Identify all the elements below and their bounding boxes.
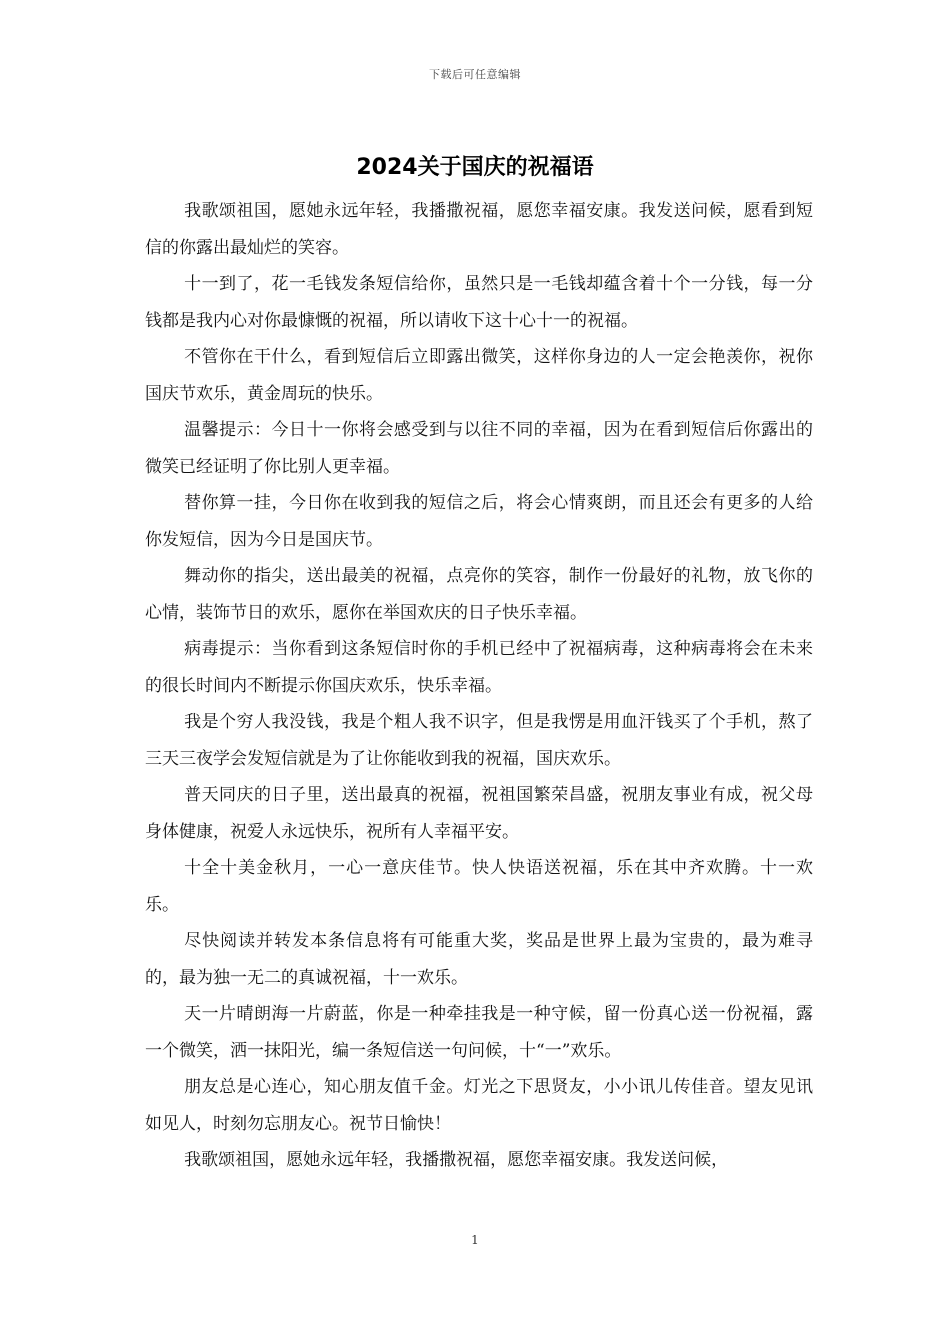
paragraph: 病毒提示：当你看到这条短信时你的手机已经中了祝福病毒，这种病毒将会在未来的很长时间内不断提示你国庆欢乐，快乐幸福。 (145, 639, 813, 696)
page-header-note: 下载后可任意编辑 (429, 68, 521, 81)
paragraph: 温馨提示：今日十一你将会感受到与以往不同的幸福，因为在看到短信后你露出的微笑已经证明了你比别人更幸福。 (145, 420, 813, 477)
paragraph: 替你算一挂，今日你在收到我的短信之后，将会心情爽朗，而且还会有更多的人给你发短信，因为今日是国庆节。 (145, 493, 813, 550)
paragraph: 普天同庆的日子里，送出最真的祝福，祝祖国繁荣昌盛，祝朋友事业有成，祝父母身体健康，祝爱人永远快乐，祝所有人幸福平安。 (145, 785, 813, 842)
paragraph: 舞动你的指尖，送出最美的祝福，点亮你的笑容，制作一份最好的礼物，放飞你的心情，装饰节日的欢乐，愿你在举国欢庆的日子快乐幸福。 (145, 566, 813, 623)
paragraph: 尽快阅读并转发本条信息将有可能重大奖，奖品是世界上最为宝贵的，最为难寻的，最为独一无二的真诚祝福，十一欢乐。 (145, 931, 813, 988)
document-title: 2024关于国庆的祝福语 (356, 155, 594, 180)
paragraph: 朋友总是心连心，知心朋友值千金。灯光之下思贤友，小小讯儿传佳音。望友见讯如见人，时刻勿忘朋友心。祝节日愉快！ (145, 1077, 813, 1134)
paragraph: 不管你在干什么，看到短信后立即露出微笑，这样你身边的人一定会艳羡你，祝你国庆节欢乐，黄金周玩的快乐。 (145, 347, 813, 404)
paragraph: 我歌颂祖国，愿她永远年轻，我播撒祝福，愿您幸福安康。我发送问候，愿看到短信的你露出最灿烂的笑容。 (145, 201, 813, 258)
paragraph: 我是个穷人我没钱，我是个粗人我不识字，但是我愣是用血汗钱买了个手机，熬了三天三夜学会发短信就是为了让你能收到我的祝福，国庆欢乐。 (145, 712, 813, 769)
paragraph: 十一到了，花一毛钱发条短信给你，虽然只是一毛钱却蕴含着十个一分钱，每一分钱都是我内心对你最慷慨的祝福，所以请收下这十心十一的祝福。 (145, 274, 813, 331)
paragraph: 十全十美金秋月，一心一意庆佳节。快人快语送祝福，乐在其中齐欢腾。十一欢乐。 (145, 858, 813, 915)
document-body (145, 193, 813, 1213)
page-number: 1 (471, 1233, 479, 1247)
paragraph: 天一片晴朗海一片蔚蓝，你是一种牵挂我是一种守候，留一份真心送一份祝福，露一个微笑，洒一抹阳光，编一条短信送一句问候，十“一”欢乐。 (145, 1004, 813, 1061)
paragraph: 我歌颂祖国，愿她永远年轻，我播撒祝福，愿您幸福安康。我发送问候， (184, 1150, 729, 1170)
